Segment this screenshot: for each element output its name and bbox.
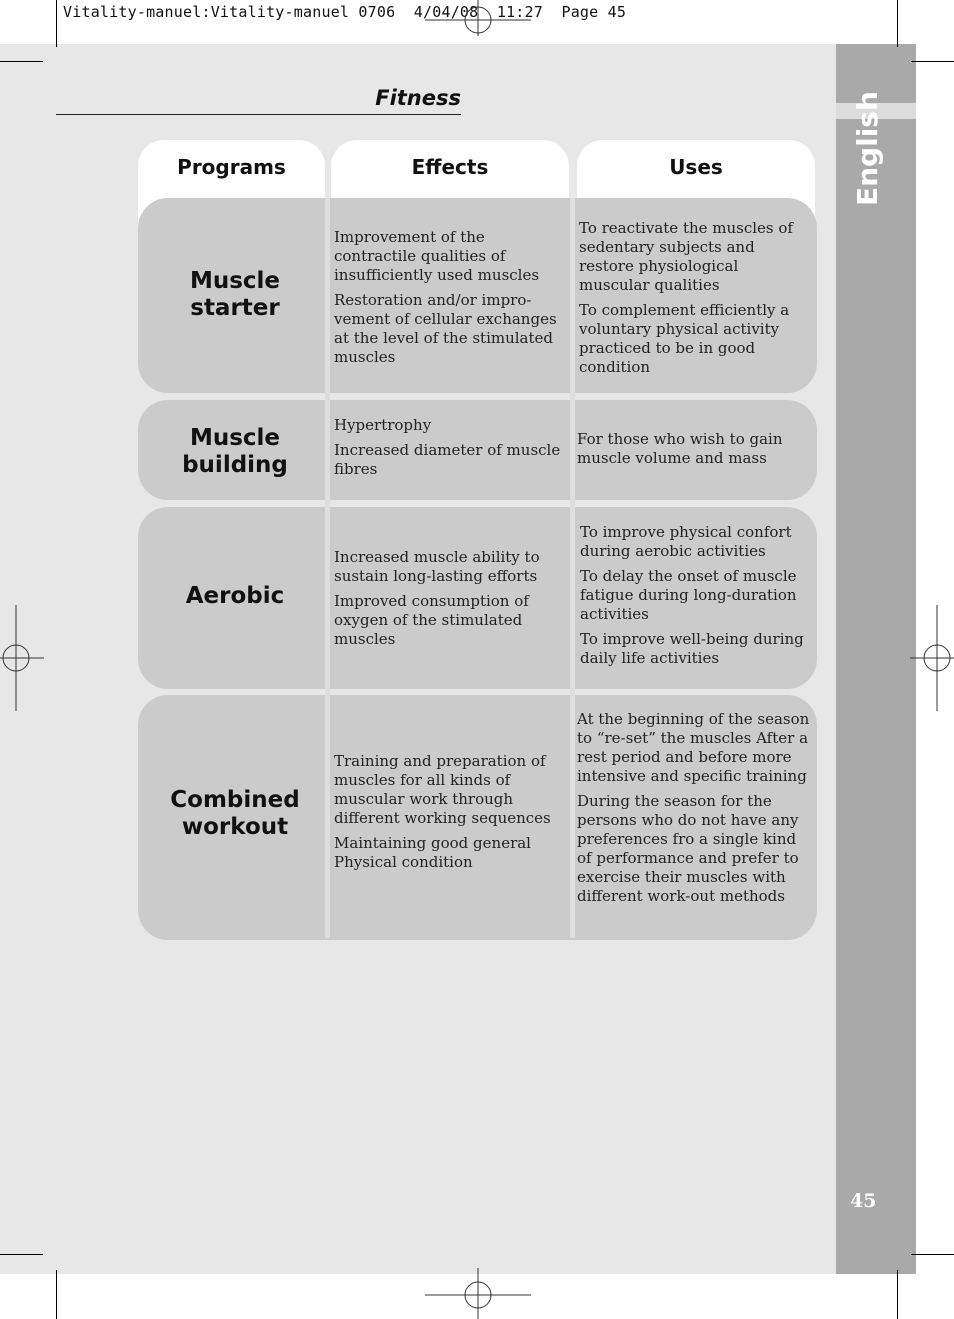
column-header-label: Uses [669, 155, 723, 179]
column-header-label: Effects [411, 155, 489, 179]
effects-cell [334, 752, 564, 872]
effect-text: Restoration and/or impro-vement of cellular exchanges at the level of the stimulated muscles [334, 291, 557, 366]
crop-mark [897, 0, 898, 47]
section-title: Fitness [375, 86, 461, 110]
effect-text: Improvement of the contractile qualities of insufficiently used muscles [334, 228, 540, 284]
registration-mark-icon [425, 1268, 531, 1319]
effect-text: Training and preparation of muscles for all kinds of muscular work through different working sequences [334, 752, 551, 827]
language-label: English [851, 91, 884, 206]
effect-text: Increased muscle ability to sustain long-lasting efforts [334, 548, 540, 585]
use-text: To delay the onset of muscle fatigue during long-duration activities [580, 567, 797, 623]
registration-mark-icon [0, 605, 44, 711]
effect-text: Increased diameter of muscle fibres [334, 441, 561, 478]
print-slug: Vitality-manuel:Vitality-manuel 0706 4/04/08 11:27 Page 45 [63, 3, 627, 21]
effect-text: Hypertrophy [334, 416, 432, 434]
use-text: To complement efficiently a voluntary physical activity practiced to be in good condition [579, 301, 790, 376]
program-name: Aerobic [185, 583, 285, 609]
use-text: To improve well-being during daily life activities [580, 630, 804, 667]
effects-cell [334, 548, 564, 649]
use-text: To improve physical confort during aerobic activities [580, 523, 792, 560]
column-divider [570, 198, 575, 938]
crop-mark [0, 61, 43, 62]
crop-mark [56, 0, 57, 47]
crop-mark [911, 1254, 954, 1255]
uses-cell [577, 710, 811, 906]
crop-mark [0, 1254, 43, 1255]
effect-text: Maintaining good general Physical condition [334, 834, 531, 871]
effect-text: Improved consumption of oxygen of the stimulated muscles [334, 592, 529, 648]
program-name: Combined workout [170, 787, 300, 840]
registration-mark-icon [425, 0, 531, 36]
use-text: To reactivate the muscles of sedentary subjects and restore physiological muscular qualities [579, 219, 793, 294]
title-rule [56, 114, 461, 115]
column-header-label: Programs [177, 155, 286, 179]
program-name: Muscle building [182, 425, 288, 478]
uses-cell [577, 430, 803, 468]
crop-mark [911, 61, 954, 62]
use-text: For those who wish to gain muscle volume and mass [577, 430, 783, 467]
program-name: Muscle starter [189, 268, 281, 321]
registration-mark-icon [910, 605, 954, 711]
use-text: During the season for the persons who do not have any preferences fro a single kind of performance and prefer to exercise their muscles with different work-out methods [577, 792, 799, 905]
effects-cell [334, 228, 568, 367]
uses-cell [579, 219, 809, 377]
uses-cell [580, 523, 808, 668]
language-side-bar [836, 44, 916, 1274]
page-number: 45 [850, 1190, 877, 1212]
use-text: At the beginning of the season to “re-set” the muscles After a rest period and before more intensive and specific training [577, 710, 810, 785]
crop-mark [897, 1270, 898, 1319]
crop-mark [56, 1270, 57, 1319]
effects-cell [334, 416, 568, 479]
